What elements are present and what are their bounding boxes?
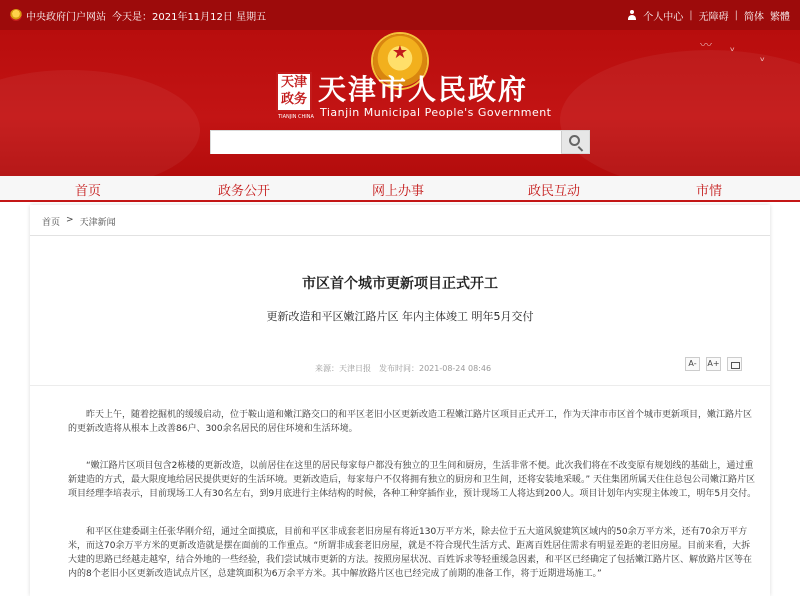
article-meta: [315, 363, 491, 374]
seal-text-line: 政务: [280, 92, 307, 107]
user-icon: [627, 10, 637, 20]
divider: |: [734, 9, 738, 21]
cloud-decoration: [0, 70, 200, 176]
portal-link[interactable]: [10, 0, 106, 30]
search-button[interactable]: [561, 131, 589, 153]
article-source: 来源：天津日报: [315, 364, 371, 373]
main-nav: [0, 176, 800, 202]
simplified-link[interactable]: 简体: [744, 11, 764, 23]
nav-item-interaction[interactable]: 政民互动: [528, 184, 581, 199]
user-center-link[interactable]: 个人中心: [643, 11, 684, 23]
accessibility-link[interactable]: 无障碍: [698, 11, 729, 23]
divider: [30, 235, 770, 236]
breadcrumb: [42, 215, 116, 228]
nav-item-online-services[interactable]: 网上办事: [372, 184, 425, 199]
national-emblem-icon: [10, 9, 22, 21]
traditional-link[interactable]: 繁體: [770, 11, 790, 23]
article-published: 发布时间：2021-08-24 08:46: [379, 364, 492, 373]
breadcrumb-separator: >: [66, 215, 74, 225]
font-increase-button[interactable]: A+: [706, 357, 721, 371]
nav-item-home[interactable]: 首页: [75, 184, 102, 199]
print-icon[interactable]: [727, 357, 742, 371]
article-paragraph: 昨天上午，随着挖掘机的缓缓启动，位于鞍山道和嫩江路交口的和平区老旧小区更新改造工程嫩江路片区项目正式开工，作为天津市市区首个城市更新项目，嫩江路片区的更新改造将从根本上改善86户、300余名居民的居住环境和生活环境。: [68, 410, 753, 434]
seal-text-line: 天津: [280, 75, 307, 90]
article-tools: [685, 357, 742, 371]
portal-label: 中央政府门户网站: [26, 11, 106, 23]
bird-decoration: 〰: [700, 38, 713, 52]
search-icon: [569, 135, 580, 146]
breadcrumb-home[interactable]: 首页: [42, 218, 61, 228]
site-title[interactable]: 天津市人民政府: [318, 73, 529, 106]
article-paragraph: 和平区住建委副主任张华刚介绍，通过全面摸底，目前和平区非成套老旧房屋有将近130万平方米，除去位于五大道风貌建筑区域内的50余万平方米，还有70余万平方米，而这70余万平方米的更新改造就是摆在面前的工作重点。“所谓非成套老旧房屋，就是不符合现代生活方式、距离百姓居住需求有明显差距的老旧房屋。目前来看，大拆大建的思路已经越走越窄，结合外地的一些经验，我们尝试城市更新的方法。按照房屋状况、百姓诉求等轻重缓急因素，和平区已经确定了包括嫩江路片区、解放路片区等在内的8个老旧小区更新改造试点片区，总建筑面积为6万余平方米。其中解放路片区也已经完成了前期的准备工作，将于近期进场施工。”: [68, 527, 753, 579]
font-decrease-button[interactable]: A-: [685, 357, 700, 371]
breadcrumb-current[interactable]: 天津新闻: [79, 218, 116, 228]
tianjin-seal-logo: [276, 72, 312, 112]
search-box: [210, 130, 590, 154]
seal-caption: TIANJIN CHINA: [278, 114, 314, 120]
article-title: 市区首个城市更新项目正式开工: [302, 276, 498, 292]
cloud-decoration: [560, 50, 800, 176]
article-subtitle: 更新改造和平区嫩江路片区 年内主体竣工 明年5月交付: [266, 310, 534, 323]
search-input[interactable]: [211, 132, 561, 154]
divider: [30, 385, 770, 386]
divider: |: [689, 9, 693, 21]
site-subtitle: Tianjin Municipal People's Government: [320, 106, 552, 119]
article-card: [30, 205, 770, 596]
nav-item-gov-affairs[interactable]: 政务公开: [218, 184, 271, 199]
site-header: [0, 30, 800, 176]
nav-item-city-info[interactable]: 市情: [696, 184, 723, 199]
bird-decoration: ᵛ: [760, 54, 766, 68]
article-paragraph: “嫩江路片区项目包含2栋楼的更新改造，以前居住在这里的居民每家每户都没有独立的卫生间和厨房，生活非常不便。此次我们将在不改变原有规划线的基础上，通过重新建造的方式，最大限度地给居民提供更好的生活环境。更新改造后，每家每户不仅将拥有独立的厨房和卫生间，还将安装地采暖。” 天住集团所属天住住总包公司嫩江路片区项目经理李培表示，目前现场工人有30名左右，到9月底进行主体结构的时候，各种工种穿插作业，预计现场工人将达到200人。项目计划年内实现主体竣工，明年5月交付。: [68, 461, 757, 499]
top-bar: [0, 0, 800, 30]
bird-decoration: ᵛ: [730, 44, 736, 58]
today-date: 今天是：2021年11月12日 星期五: [112, 11, 267, 23]
